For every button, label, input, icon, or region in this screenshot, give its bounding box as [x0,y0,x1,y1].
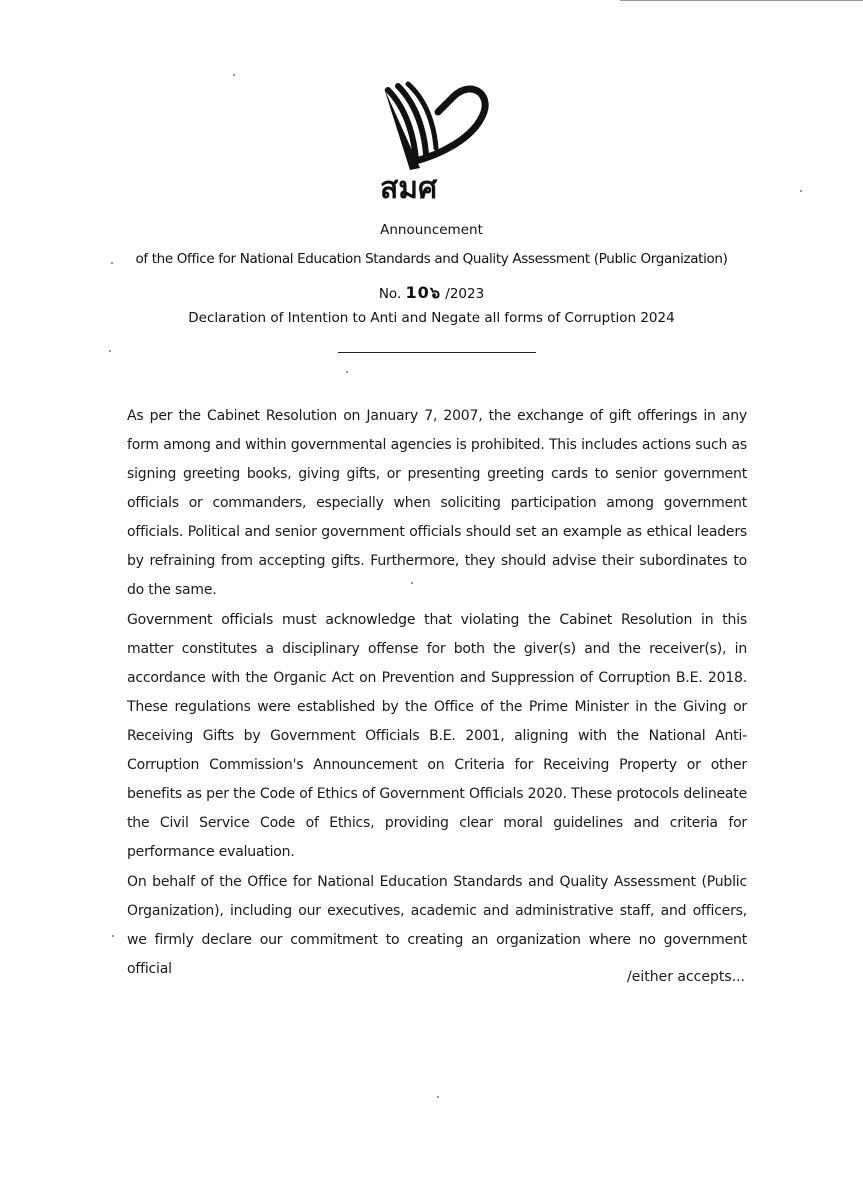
announcement-subject: Declaration of Intention to Anti and Negate all forms of Corruption 2024 [188,310,675,326]
scan-speck [233,74,235,76]
continuation-note: /either accepts... [627,969,746,985]
number-suffix: /2023 [445,286,485,302]
number-prefix: No. [378,286,402,302]
onesqa-logo [376,78,496,204]
scan-speck [112,935,114,937]
separator-line [338,352,536,353]
scan-speck [346,371,348,373]
organization-name: of the Office for National Education Standards and Quality Assessment (Public Organization) [135,251,728,267]
logo-text: สมศ [380,171,438,204]
scan-speck [437,1096,439,1098]
scan-speck [109,350,111,352]
paragraph-1: As per the Cabinet Resolution on January 7, 2007, the exchange of gift offerings in any form among and within governmental agencies is prohibited. This includes actions such as signing greeting books, giving gifts, or presenting greeting cards to senior government officials or commanders, especially when soliciting participation among government officials. Political and senior government officials should set an example as ethical leaders by refraining from accepting gifts. Furthermore, they should advise their subordinates to do the same. [127,408,747,598]
scan-speck [800,190,802,192]
scan-edge-line [620,0,863,1]
announcement-title: Announcement [380,222,483,238]
handwritten-number: 10๖ [405,283,441,302]
announcement-number [0,281,863,306]
paragraph-3: On behalf of the Office for National Education Standards and Quality Assessment (Public Organization), including our executives, academic and administrative staff, and officers, we firmly declare our commitment to creating an organization where no government official [127,874,747,977]
onesqa-emblem-icon [376,78,496,204]
paragraph-2: Government officials must acknowledge that violating the Cabinet Resolution in this matter constitutes a disciplinary offense for both the giver(s) and the receiver(s), in accordance with the Organic Act on Prevention and Suppression of Corruption B.E. 2018. These regulations were established by the Office of the Prime Minister in the Giving or Receiving Gifts by Government Officials B.E. 2001, aligning with the National Anti-Corruption Commission's Announcement on Criteria for Receiving Property or other benefits as per the Code of Ethics of Government Officials 2020. These protocols delineate the Civil Service Code of Ethics, providing clear moral guidelines and criteria for performance evaluation. [127,612,747,860]
